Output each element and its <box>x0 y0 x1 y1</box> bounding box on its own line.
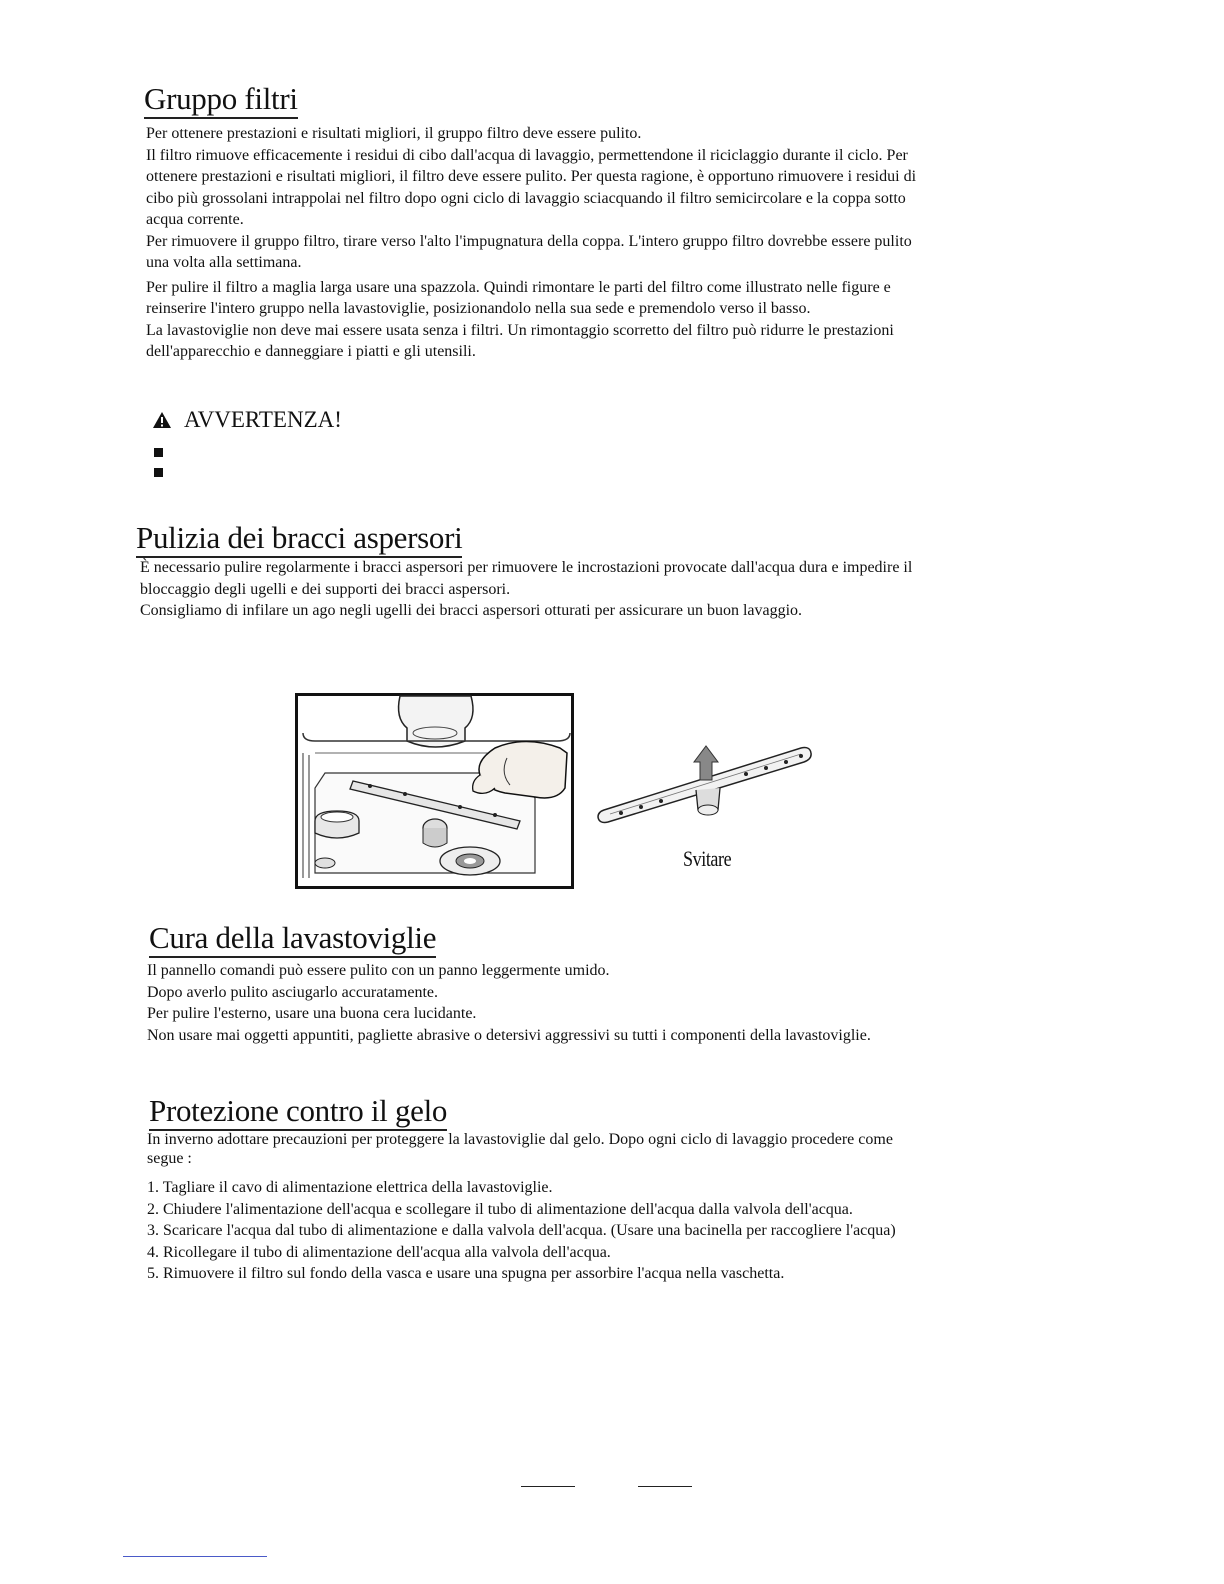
heading-gruppo-filtri: Gruppo filtri <box>144 82 298 119</box>
paragraph: Per pulire il filtro a maglia larga usare una spazzola. Quindi rimontare le parti del filtro come illustrato nelle figure e reinserire l'intero gruppo nella lavastoviglie, posizionandolo nella sua sede e premendolo verso il basso. <box>146 278 891 317</box>
footer-rule-left <box>521 1486 575 1487</box>
paragraph: In inverno adottare precauzioni per proteggere la lavastoviglie dal gelo. Dopo ogni ciclo di lavaggio procedere come segue : <box>147 1131 893 1167</box>
paragraph: Non usare mai oggetti appuntiti, pagliette abrasive o detersivi aggressivi su tutti i componenti della lavastoviglie. <box>147 1026 871 1044</box>
heading-cura-lavastoviglie: Cura della lavastoviglie <box>149 921 436 958</box>
paragraph: Il filtro rimuove efficacemente i residui di cibo dall'acqua di lavaggio, permettendone il riciclaggio durante il ciclo. Per ottenere prestazioni e risultati migliori, il filtro deve essere pulito. Per questa ragione, è opportuno rimuovere i residui di cibo più grossolani intrappolai nel filtro dopo ogni ciclo di lavaggio sciacquando il filtro semicircolare e la coppa sotto acqua corrente. <box>146 146 917 228</box>
dishwasher-interior-illustration <box>295 693 577 892</box>
paragraph: Il pannello comandi può essere pulito con un panno leggermente umido. <box>147 962 610 979</box>
list-item: 3. Scaricare l'acqua dal tubo di alimentazione e dalla valvola dell'acqua. (Usare una bacinella per raccogliere l'acqua) <box>147 1222 896 1239</box>
filters-text <box>146 123 918 363</box>
spray-arm-illustration <box>596 740 816 830</box>
warning-icon <box>152 411 172 429</box>
spray-arms-text <box>140 557 930 622</box>
paragraph: Per rimuovere il gruppo filtro, tirare verso l'alto l'impugnatura della coppa. L'intero gruppo filtro dovrebbe essere pulito una volta alla settimana. <box>146 232 912 271</box>
bullet-square-icon <box>154 448 163 457</box>
paragraph: Per ottenere prestazioni e risultati migliori, il gruppo filtro deve essere pulito. <box>146 125 642 142</box>
paragraph: La lavastoviglie non deve mai essere usata senza i filtri. Un rimontaggio scorretto del filtro può ridurre le prestazioni dell'apparecchio e danneggiare i piatti e gli utensili. <box>146 321 894 360</box>
paragraph: Per pulire l'esterno, usare una buona cera lucidante. <box>147 1005 477 1022</box>
heading-protezione-gelo: Protezione contro il gelo <box>149 1094 447 1131</box>
care-text <box>147 960 927 1046</box>
warning-label: AVVERTENZA! <box>184 407 342 432</box>
heading-pulizia-bracci: Pulizia dei bracci aspersori <box>136 521 462 558</box>
warning-title <box>152 406 342 434</box>
paragraph: È necessario pulire regolarmente i bracci aspersori per rimuovere le incrostazioni provocate dall'acqua dura e impedire il bloccaggio degli ugelli e dei supporti dei bracci aspersori. <box>140 559 913 598</box>
list-item: 4. Ricollegare il tubo di alimentazione dell'acqua alla valvola dell'acqua. <box>147 1243 611 1261</box>
frost-steps <box>147 1177 927 1285</box>
frost-intro <box>147 1130 927 1168</box>
list-item: 2. Chiudere l'alimentazione dell'acqua e scollegare il tubo di alimentazione dell'acqua dalla valvola dell'acqua. <box>147 1200 853 1218</box>
footer-rule-right <box>638 1486 692 1487</box>
list-item: 1. Tagliare il cavo di alimentazione elettrica della lavastoviglie. <box>147 1179 553 1196</box>
paragraph: Dopo averlo pulito asciugarlo accuratamente. <box>147 983 438 1001</box>
figure-caption-svitare: Svitare <box>683 846 732 871</box>
bullet-square-icon <box>154 468 163 477</box>
list-item: 5. Rimuovere il filtro sul fondo della vasca e usare una spugna per assorbire l'acqua nella vaschetta. <box>147 1265 785 1282</box>
paragraph: Consigliamo di infilare un ago negli ugelli dei bracci aspersori otturati per assicurare un buon lavaggio. <box>140 602 803 619</box>
bottom-rule <box>123 1556 267 1557</box>
